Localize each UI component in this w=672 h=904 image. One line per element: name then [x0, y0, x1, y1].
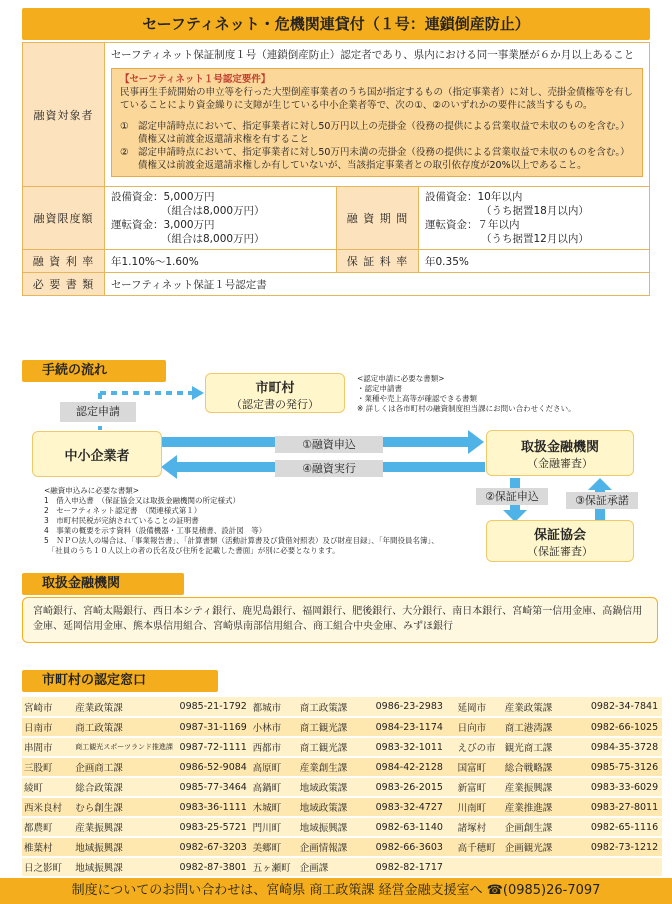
loan-doc-item: 2 セーフティネット認定書 （関連様式第１）	[44, 506, 202, 515]
rate-value: 年1.10%～1.60%	[105, 250, 337, 273]
guarantee-box	[486, 520, 634, 562]
muni-name: 高鍋町	[251, 777, 298, 797]
muni-name: 諸塚村	[456, 817, 503, 837]
muni-name: 都城市	[251, 697, 298, 717]
banks-section-heading: 取扱金融機関	[22, 573, 184, 595]
muni-dept: 企画情報課	[298, 837, 374, 857]
muni-phone: 0987-72-1111	[178, 737, 251, 757]
sme-title: 中小企業者	[64, 449, 130, 464]
muni-name: 門川町	[251, 817, 298, 837]
muni-phone: 0987-31-1169	[178, 717, 251, 737]
muni-phone: 0985-77-3464	[178, 777, 251, 797]
muni-phone: 0984-42-2128	[374, 757, 456, 777]
muni-dept: 観光商工課	[503, 737, 589, 757]
step1-label: ①融資申込	[275, 436, 383, 453]
muni-name	[456, 857, 503, 877]
muni-name: 美郷町	[251, 837, 298, 857]
muni-dept: 産業政策課	[73, 697, 177, 717]
muni-name: 綾町	[22, 777, 73, 797]
limit-equipment-sub: （組合は8,000万円）	[161, 205, 265, 217]
muni-name: 日向市	[456, 717, 503, 737]
cert-note: <認定申請に必要な書類>	[357, 374, 445, 383]
muni-dept: むら創生課	[73, 797, 177, 817]
loan-docs-list	[44, 486, 484, 556]
limit-operating-sub: （組合は8,000万円）	[161, 233, 265, 245]
requirement-item-2: ② 認定申請時点において、指定事業者に対し50万円未満の売掛金（役務の提供による営業収益で未収のものを含む。）債権又は前渡金返還請求権しか有していないが、当該指定事業者との取引依存度が20%以上であること。	[120, 147, 630, 171]
muni-phone: 0983-27-8011	[589, 797, 662, 817]
muni-row	[22, 757, 662, 777]
muni-row	[22, 697, 662, 717]
fee-label: 保 証 料 率	[337, 250, 419, 273]
muni-dept: 地域政策課	[298, 797, 374, 817]
muni-table	[22, 697, 662, 878]
muni-name: 延岡市	[456, 697, 503, 717]
muni-dept: 産業創生課	[298, 757, 374, 777]
muni-phone: 0982-65-1116	[589, 817, 662, 837]
cert-note: ・業種や売上高等が確認できる書類	[357, 394, 477, 403]
muni-phone: 0983-36-1111	[178, 797, 251, 817]
limit-operating: 運転資金：3,000万円	[111, 219, 215, 231]
arrow-head-icon	[161, 455, 177, 479]
muni-dept: 地域振興課	[73, 857, 177, 877]
bank-box	[486, 430, 634, 476]
muni-dept: 商工港湾課	[503, 717, 589, 737]
muni-name: 日南市	[22, 717, 73, 737]
muni-name: 新富町	[456, 777, 503, 797]
muni-name: 宮崎市	[22, 697, 73, 717]
footer-contact: 制度についてのお問い合わせは、宮崎県 商工政策課 経営金融支援室へ ☎(0985)26-7097	[0, 878, 672, 904]
muni-row	[22, 797, 662, 817]
muni-name: 都農町	[22, 817, 73, 837]
step3-label: ③保証承諾	[566, 492, 638, 509]
requirement-item-1: ① 認定申請時点において、指定事業者に対し50万円以上の売掛金（役務の提供による営業収益で未収のものを含む。）債権又は前渡金返還請求権を有すること	[120, 121, 630, 145]
cert-note: ※ 詳しくは各市町村の融資制度担当課にお問い合わせください。	[357, 404, 576, 413]
fee-value: 年0.35%	[419, 250, 650, 273]
requirement-title: 【セーフティネット１号認定要件】	[120, 74, 271, 85]
muni-section-heading: 市町村の認定窓口	[22, 670, 218, 692]
muni-name: えびの市	[456, 737, 503, 757]
banks-list: 宮崎銀行、宮崎太陽銀行、西日本シティ銀行、鹿児島銀行、福岡銀行、肥後銀行、大分銀行、南日本銀行、宮崎第一信用金庫、高鍋信用金庫、延岡信用金庫、熊本県信用組合、宮崎県南部信用組合、商工組合中央金庫、みずほ銀行	[22, 597, 658, 643]
muni-phone: 0985-21-1792	[178, 697, 251, 717]
muni-dept: 産業振興課	[73, 817, 177, 837]
bank-title: 取扱金融機関	[520, 440, 599, 455]
arrow-head-icon	[192, 386, 204, 400]
muni-row	[22, 857, 662, 877]
muni-dept: 地域政策課	[298, 777, 374, 797]
muni-phone: 0982-34-7841	[589, 697, 662, 717]
muni-name: 西都市	[251, 737, 298, 757]
docs-label: 必 要 書 類	[23, 273, 105, 296]
sme-box	[32, 431, 162, 477]
guarantee-subtitle: （保証審査）	[527, 545, 593, 558]
muni-name: 日之影町	[22, 857, 73, 877]
muni-name: 木城町	[251, 797, 298, 817]
city-title: 市町村	[255, 381, 295, 396]
muni-dept: 産業政策課	[503, 697, 589, 717]
target-label: 融資対象者	[23, 43, 105, 187]
muni-name: 高原町	[251, 757, 298, 777]
muni-dept: 商工政策課	[73, 717, 177, 737]
muni-name: 串間市	[22, 737, 73, 757]
muni-phone: 0982-66-1025	[589, 717, 662, 737]
muni-phone: 0982-87-3801	[178, 857, 251, 877]
muni-phone: 0986-52-9084	[178, 757, 251, 777]
muni-dept: 地域振興課	[298, 817, 374, 837]
muni-phone: 0983-26-2015	[374, 777, 456, 797]
limit-label: 融資限度額	[23, 187, 105, 250]
muni-name: 西米良村	[22, 797, 73, 817]
muni-dept: 企画商工課	[73, 757, 177, 777]
muni-dept: 地域振興課	[73, 837, 177, 857]
muni-dept: 企画課	[298, 857, 374, 877]
muni-dept: 産業推進課	[503, 797, 589, 817]
muni-phone: 0983-32-1011	[374, 737, 456, 757]
muni-phone: 0984-23-1174	[374, 717, 456, 737]
muni-row	[22, 717, 662, 737]
muni-phone: 0983-32-4727	[374, 797, 456, 817]
muni-dept: 商工政策課	[298, 697, 374, 717]
city-subtitle: （認定書の発行）	[231, 398, 319, 411]
period-operating: 運転資金：７年以内	[425, 219, 520, 231]
period-equipment-sub: （うち据置18月以内）	[481, 205, 589, 217]
muni-phone: 0983-25-5721	[178, 817, 251, 837]
loan-doc-item: 5 ＮＰＯ法人の場合は、「事業報告書」、「計算書類（活動計算書及び貸借対照表）及び財産目録」、「年間役員名簿」、	[44, 536, 439, 545]
muni-dept: 総合戦略課	[503, 757, 589, 777]
target-description: セーフティネット保証制度１号（連鎖倒産防止）認定者であり、県内における同一事業歴が６か月以上あること	[111, 49, 635, 61]
docs-value: セーフティネット保証１号認定書	[105, 273, 650, 296]
muni-name: 椎葉村	[22, 837, 73, 857]
bank-subtitle: （金融審査）	[527, 457, 593, 470]
muni-name: 高千穂町	[456, 837, 503, 857]
step2-label: ②保証申込	[476, 488, 548, 505]
muni-name: 三股町	[22, 757, 73, 777]
muni-phone: 0983-33-6029	[589, 777, 662, 797]
loan-doc-item: 4 事業の概要を示す資料（設備機器・工事見積書、設計図 等）	[44, 526, 267, 535]
cert-apply-label: 認定申請	[60, 402, 136, 422]
muni-phone: 0982-82-1717	[374, 857, 456, 877]
muni-row	[22, 837, 662, 857]
muni-phone	[589, 857, 662, 877]
period-equipment: 設備資金：10年以内	[425, 191, 523, 203]
loan-doc-item: 「社員のうち１０人以上の者の氏名及び住所を記載した書面」が別に必要となります。	[44, 546, 340, 555]
loan-doc-item: 1 借入申込書 （保証協会又は取扱金融機関の所定様式）	[44, 496, 241, 505]
muni-dept: 企画観光課	[503, 837, 589, 857]
muni-phone: 0984-35-3728	[589, 737, 662, 757]
loan-doc-item: 3 市町村民税が完納されていることの証明書	[44, 516, 199, 525]
muni-name: 川南町	[456, 797, 503, 817]
arrow-head-icon	[468, 430, 484, 454]
muni-dept: 商工観光課	[298, 737, 374, 757]
muni-phone: 0982-73-1212	[589, 837, 662, 857]
limit-equipment: 設備資金：5,000万円	[111, 191, 215, 203]
arrow-head-icon	[588, 478, 612, 490]
muni-phone: 0982-66-3603	[374, 837, 456, 857]
muni-dept: 総合政策課	[73, 777, 177, 797]
muni-row	[22, 777, 662, 797]
muni-row	[22, 737, 662, 757]
muni-dept: 企画創生課	[503, 817, 589, 837]
step4-label: ④融資実行	[275, 460, 383, 477]
muni-name: 五ヶ瀬町	[251, 857, 298, 877]
flow-section-heading: 手続の流れ	[22, 360, 166, 382]
muni-name: 国富町	[456, 757, 503, 777]
period-operating-sub: （うち据置12月以内）	[481, 233, 589, 245]
muni-dept: 産業振興課	[503, 777, 589, 797]
guarantee-title: 保証協会	[533, 528, 586, 543]
muni-phone: 0985-75-3126	[589, 757, 662, 777]
muni-row	[22, 817, 662, 837]
muni-dept: 商工観光課	[298, 717, 374, 737]
page-title: セーフティネット・危機関連貸付（１号：連鎖倒産防止）	[22, 8, 650, 40]
muni-phone: 0982-67-3203	[178, 837, 251, 857]
cert-note: ・認定申請書	[357, 384, 402, 393]
muni-name: 小林市	[251, 717, 298, 737]
rate-label: 融 資 利 率	[23, 250, 105, 273]
muni-phone: 0986-23-2983	[374, 697, 456, 717]
muni-dept	[503, 857, 589, 877]
period-label: 融 資 期 間	[337, 187, 419, 250]
muni-dept: 商工観光スポーツランド推進課	[73, 737, 177, 757]
muni-phone: 0982-63-1140	[374, 817, 456, 837]
loan-docs-heading: <融資申込みに必要な書類>	[44, 486, 140, 495]
requirement-body: 民事再生手続開始の申立等を行った大型倒産事業者のうち国が指定するもの（指定事業者）に対し、売掛金債権等を有していることにより資金繰りに支障が生じている中小企業者等で、次の①、②のいずれかの要件に該当するもの。	[120, 87, 634, 111]
